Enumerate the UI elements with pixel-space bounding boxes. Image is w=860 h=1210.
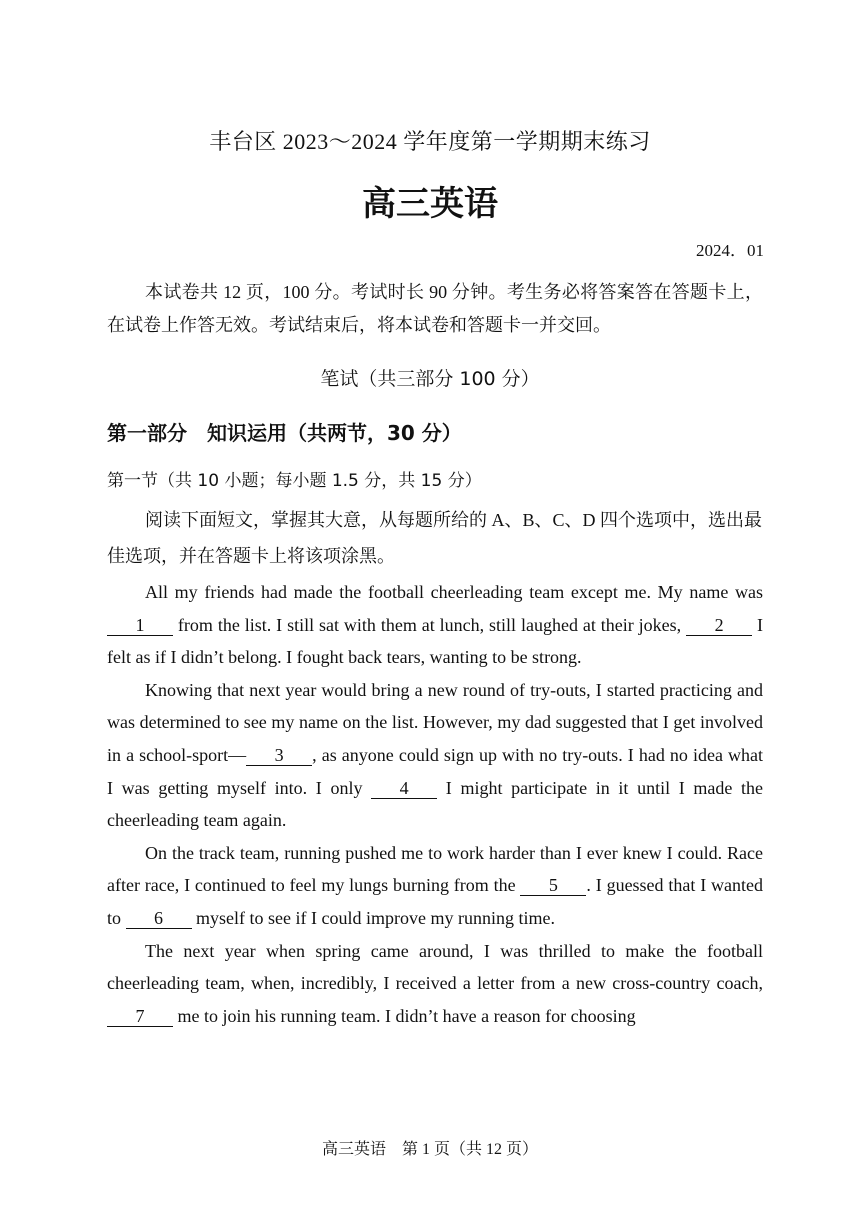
passage-text: On the track team, running pushed me to work harder than I ever knew I could. Race after race, I continued to feel my lungs burning from the bbox=[107, 842, 763, 896]
exam-header-title: 丰台区 2023～2024 学年度第一学期期末练习 bbox=[209, 129, 651, 154]
page-footer: 高三英语 第 1 页（共 12 页） bbox=[321, 1141, 538, 1158]
exam-date: 2024．01 bbox=[696, 241, 764, 260]
passage-text: I felt as if I didn’t belong. I fought back tears, wanting to be strong. bbox=[107, 614, 764, 668]
passage-text: from the list. I still sat with them at lunch, still laughed at their jokes, bbox=[177, 614, 682, 635]
cloze-blank-3: 3 bbox=[246, 745, 312, 766]
cloze-blank-1: 1 bbox=[107, 615, 173, 636]
passage-paragraph-2 bbox=[107, 674, 763, 837]
cloze-blank-4: 4 bbox=[371, 778, 437, 799]
cloze-blank-2: 2 bbox=[686, 615, 752, 636]
passage-paragraph-3 bbox=[107, 837, 763, 935]
exam-intro: 本试卷共 12 页，100 分。考试时长 90 分钟。考生务必将答案答在答题卡上，在试卷上作答无效。考试结束后，将本试卷和答题卡一并交回。 bbox=[107, 282, 763, 335]
cloze-blank-7: 7 bbox=[107, 1006, 173, 1027]
subject-title: 高三英语 bbox=[362, 184, 498, 224]
cloze-blank-5: 5 bbox=[520, 875, 586, 896]
passage-text: Knowing that next year would bring a new round of try-outs, I started practicing and was determined to see my name on the list. However, my dad suggested that I get involved in a school-sport— bbox=[107, 679, 763, 765]
passage-text: me to join his running team. I didn’t have a reason for choosing bbox=[177, 1005, 636, 1026]
cloze-blank-6: 6 bbox=[126, 908, 192, 929]
section-title: 笔试（共三部分 100 分） bbox=[320, 368, 540, 390]
instructions: 阅读下面短文，掌握其大意，从每题所给的 A、B、C、D 四个选项中，选出最佳选项，并在答题卡上将该项涂黑。 bbox=[107, 510, 763, 566]
passage-text: I might participate in it until I made the cheerleading team again. bbox=[107, 777, 764, 831]
passage-paragraph-1 bbox=[107, 576, 763, 674]
passage-paragraph-4 bbox=[107, 935, 763, 1033]
passage-text: The next year when spring came around, I was thrilled to make the football cheerleading team, when, incredibly, I received a letter from a new cross-country coach, bbox=[107, 940, 763, 994]
passage-text: myself to see if I could improve my running time. bbox=[196, 907, 555, 928]
part-title: 第一部分 知识运用（共两节，30 分） bbox=[107, 421, 462, 445]
passage-text: All my friends had made the football cheerleading team except me. My name was bbox=[145, 582, 763, 602]
subsection-title: 第一节（共 10 小题；每小题 1.5 分，共 15 分） bbox=[107, 471, 482, 491]
passage-text: . I guessed that I wanted to bbox=[107, 875, 763, 928]
cloze-passage bbox=[107, 576, 763, 1032]
passage-text: , as anyone could sign up with no try-outs. I had no idea what I was getting myself into. I only bbox=[107, 744, 764, 798]
